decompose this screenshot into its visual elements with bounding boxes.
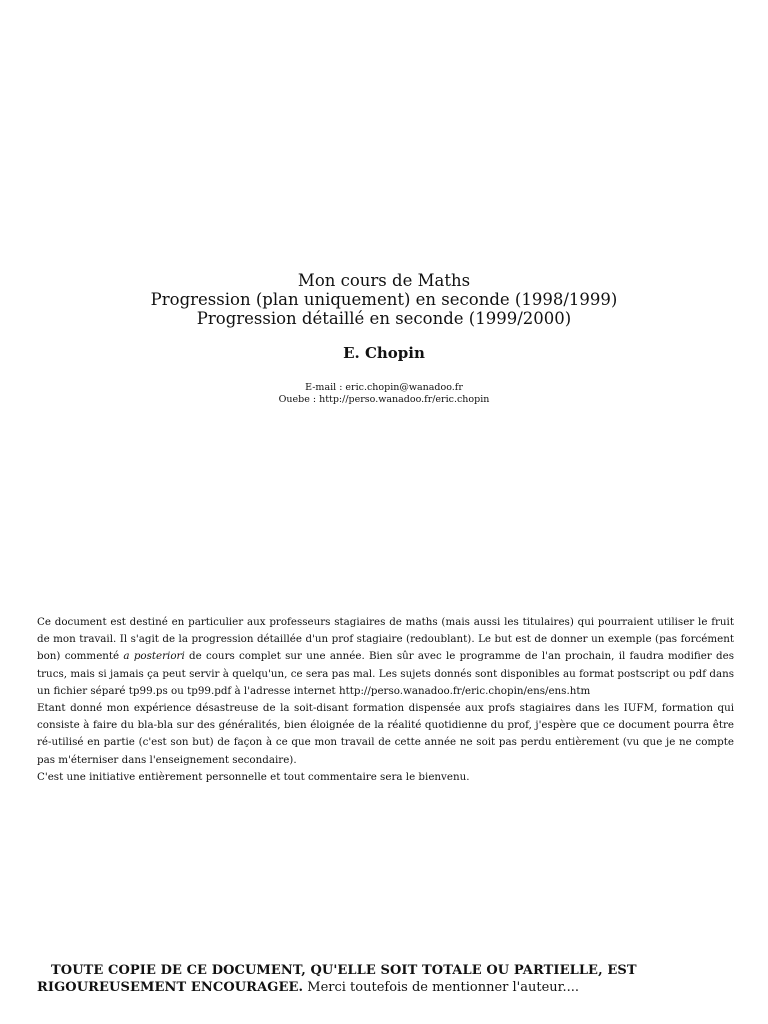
title-line-2: Progression (plan uniquement) en seconde (1998/1999) (150, 290, 618, 309)
latin-phrase: a posteriori (123, 650, 185, 663)
body-text (37, 614, 734, 786)
copyright-caps: TOUTE COPIE DE CE DOCUMENT, QU'ELLE SOIT TOTALE OU PARTIELLE, EST RIGOUREUSEMENT ENCOURAGEE. (37, 963, 637, 995)
title-line-1: Mon cours de Maths (297, 271, 471, 290)
paragraph-intro-start: Ce document est destiné en particulier aux professeurs stagiaires de maths (mais aussi les titulaires) qui pourraient utiliser le fruit de mon travail. Il s'agit de la progression détaillée d'un prof stagiaire (redoublant). Le but est de donner un exemple (pas forcément bon) commenté (37, 616, 734, 663)
copyright-rest: Merci toutefois de mentionner l'auteur.... (303, 980, 579, 995)
email-line: E-mail : eric.chopin@wanadoo.fr (305, 382, 463, 393)
contact-block (0, 382, 768, 406)
copyright-notice (37, 962, 734, 996)
paragraph-intro (37, 614, 734, 700)
title-block (0, 271, 768, 328)
title-line-3: Progression détaillé en seconde (1999/2000) (196, 309, 572, 328)
paragraph-experience: Etant donné mon expérience désastreuse de la soit-disant formation dispensée aux profs stagiaires dans les IUFM, formation qui consiste à faire du bla-bla sur des généralités, bien éloignée de la réalité quotidienne du prof, j'espère que ce document pourra être ré-utilisé en partie (c'est son but) de façon à ce que mon travail de cette année ne soit pas perdu entièrement (vu que je ne compte pas m'éterniser dans l'enseignement secondaire). (37, 702, 734, 766)
paragraph-intro-end: de cours complet sur une année. Bien sûr avec le programme de l'an prochain, il faudra modifier des trucs, mais si jamais ça peut servir à quelqu'un, ce sera pas mal. Les sujets donnés sont disponibles au format postscript ou pdf dans un fichier séparé tp99.ps ou tp99.pdf à l'adresse internet http://perso.wanadoo.fr/eric.chopin/ens/ens.htm (37, 650, 734, 697)
author-name: E. Chopin (343, 344, 425, 362)
paragraph-initiative: C'est une initiative entièrement personnelle et tout commentaire sera le bienvenu. (37, 770, 470, 783)
website-line: Ouebe : http://perso.wanadoo.fr/eric.chopin (278, 394, 490, 405)
